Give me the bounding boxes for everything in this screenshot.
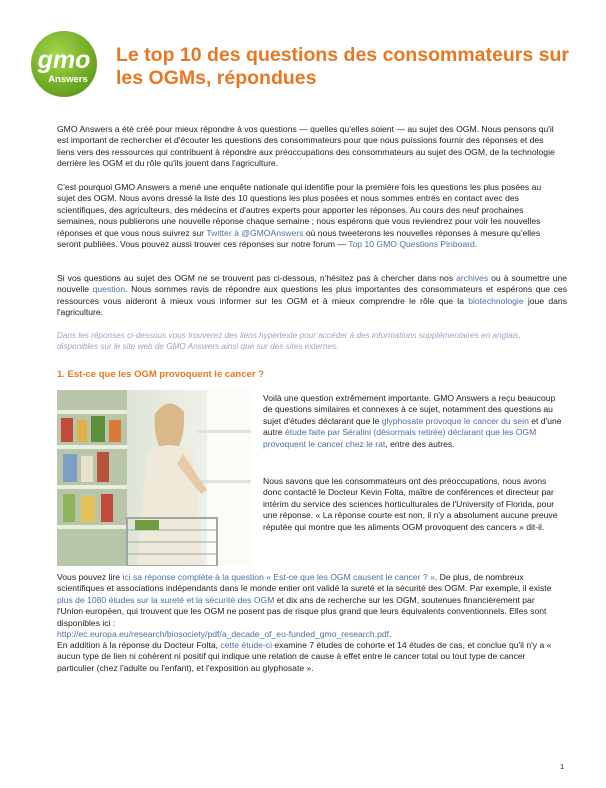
pinboard-link[interactable]: Top 10 GMO Questions Pinboard (348, 239, 475, 250)
text: Vous pouvez lire (57, 572, 123, 582)
full-answer-link[interactable]: ici sa réponse complète à la question « Est-ce que les OGM causent le cancer ? » (122, 572, 435, 582)
question-link[interactable]: question (92, 284, 126, 295)
text: . (389, 629, 392, 640)
intro-paragraph-1: GMO Answers a été créé pour mieux répondre à vos questions — quelles qu'elles soient — au sujet des OGM. Nous pensons qu'il est important de rechercher et d'écouter les questions des consommateurs pour que nous puissions fournir des réponses et des liens vers des ressources qui contribuent à répondre aux préoccupations des consommateurs au sujet des OGM, de la technologie derrière les OGM et du rôle qu'ils jouent dans l'agriculture. (57, 124, 555, 169)
answer-paragraph-1 (263, 393, 563, 450)
archives-link[interactable]: archives (456, 273, 489, 283)
text: En addition à la réponse du Docteur Folta, (57, 640, 221, 650)
twitter-link[interactable]: Twitter à @GMOAnswers (206, 227, 304, 238)
text: et dix ans de recherche sur les OGM, soutenues financièrement par l'Union européen, qui trouvent que les OGM ne posent pas de risque plus grand que leurs équivalents conventionnels. Elles sont disponibles ici : (57, 594, 547, 628)
gmo-answers-logo (30, 30, 98, 98)
text: ou à soumettre une nouvelle (57, 273, 568, 295)
text: examine 7 études de cohorte et 14 études de cas, et conclue qu'il n'y a « aucun type de lien ni cohérent ni positif qui indique une relation de cause à effet entre le cancer total ou tout type de cancer particulier (chez l'adulte ou l'enfant), et l'exposition au glyphosate ». (57, 640, 552, 673)
svg-text:Answers: Answers (48, 74, 88, 85)
cohort-study-link[interactable]: cette étude-ci (220, 640, 272, 650)
seralini-study-link[interactable]: étude faite par Séralini (désormais retirée) déclarant que les OGM provoquent le cancer chez le rat (263, 427, 537, 449)
text: Si vos questions au sujet des OGM ne se trouvent pas ci-dessous, n'hésitez pas à chercher dans nos (57, 273, 457, 283)
text: joue dans l'agriculture. (57, 295, 567, 318)
text: C'est pourquoi GMO Answers a mené une enquête nationale qui identifie pour la première fois les questions les plus posées au sujet des OGM. Nous avons dressé la liste des 10 questions les plus posées et nous sommes entrés en contact avec des scientifiques, des agriculteurs, des médecins et d'autres experts pour apporter les réponses. Au cours des neuf prochaines semaines, nous publierons une nouvelle réponse chaque semaine ; nous espérons que vous reviendrez pour voir les nouvelles réponses et que vous nous suivrez sur (57, 182, 542, 238)
supermarket-photo (57, 390, 251, 566)
studies-link[interactable]: plus de 1080 études sur la sureté et la sécurité des OGM (57, 594, 275, 605)
eu-research-link[interactable]: http://ec.europa.eu/research/biosociety/pdf/a_decade_of_eu-funded_gmo_research.pdf (57, 629, 390, 640)
glyphosate-study-link[interactable]: glyphosate provoque le cancer du sein (381, 415, 529, 426)
intro-paragraph-2 (57, 182, 557, 250)
biotechnologie-link[interactable]: biotechnologie (468, 295, 524, 306)
hyperlink-note: Dans les réponses ci-dessous vous trouverez des liens hypertexte pour accéder à des informations supplémentaires en anglais, disponibles sur le site web de GMO Answers ainsi que sur des sites externes. (57, 331, 521, 352)
answer-paragraph-2: Nous savons que les consommateurs ont des préoccupations, nous avons donc contacté le Docteur Kevin Folta, maître de conférences et directeur par intérim du service des sciences horticulturales de l'University of Florida, pour une réponse. « La réponse courte est non, il n'y a absolument aucune preuve réputée qui montre que les aliments OGM provoquent des cancers » dit-il. (263, 476, 558, 532)
text: . De plus, de nombreux scientifiques et associations indépendants dans le monde entier ont validé la sureté et la sécurité des OGM. Par exemple, il existe (57, 572, 552, 594)
page-title: Le top 10 des questions des consommateurs sur les OGMs, répondues (116, 44, 569, 89)
text: et d'une autre (263, 415, 562, 438)
section-1-heading: 1. Est-ce que les OGM provoquent le cancer ? (57, 369, 264, 380)
text: . (474, 239, 478, 250)
svg-text:gmo: gmo (37, 46, 91, 74)
text: Voilà une question extrêmement importante. GMO Answers a reçu beaucoup de questions similaires et connexes à ce sujet, notamment des questions au sujet d'études déclarant que le (263, 393, 556, 426)
text: . Nous sommes ravis de répondre aux questions les plus importantes des consommateurs et espérons que ces ressources vous aideront à mieux vous informer sur les OGM et à mieux comprendre le rôle que la (57, 284, 567, 306)
intro-paragraph-3 (57, 273, 567, 319)
text: où nous tweeterons les nouvelles réponses à mesure qu'elles seront publiées. Vous pouvez aussi trouver ces réponses sur notre forum — (57, 227, 541, 250)
answer-paragraph-3 (57, 572, 562, 640)
answer-paragraph-4 (57, 640, 562, 674)
page-number: 1 (560, 762, 565, 771)
text: , entre des autres. (385, 438, 455, 449)
